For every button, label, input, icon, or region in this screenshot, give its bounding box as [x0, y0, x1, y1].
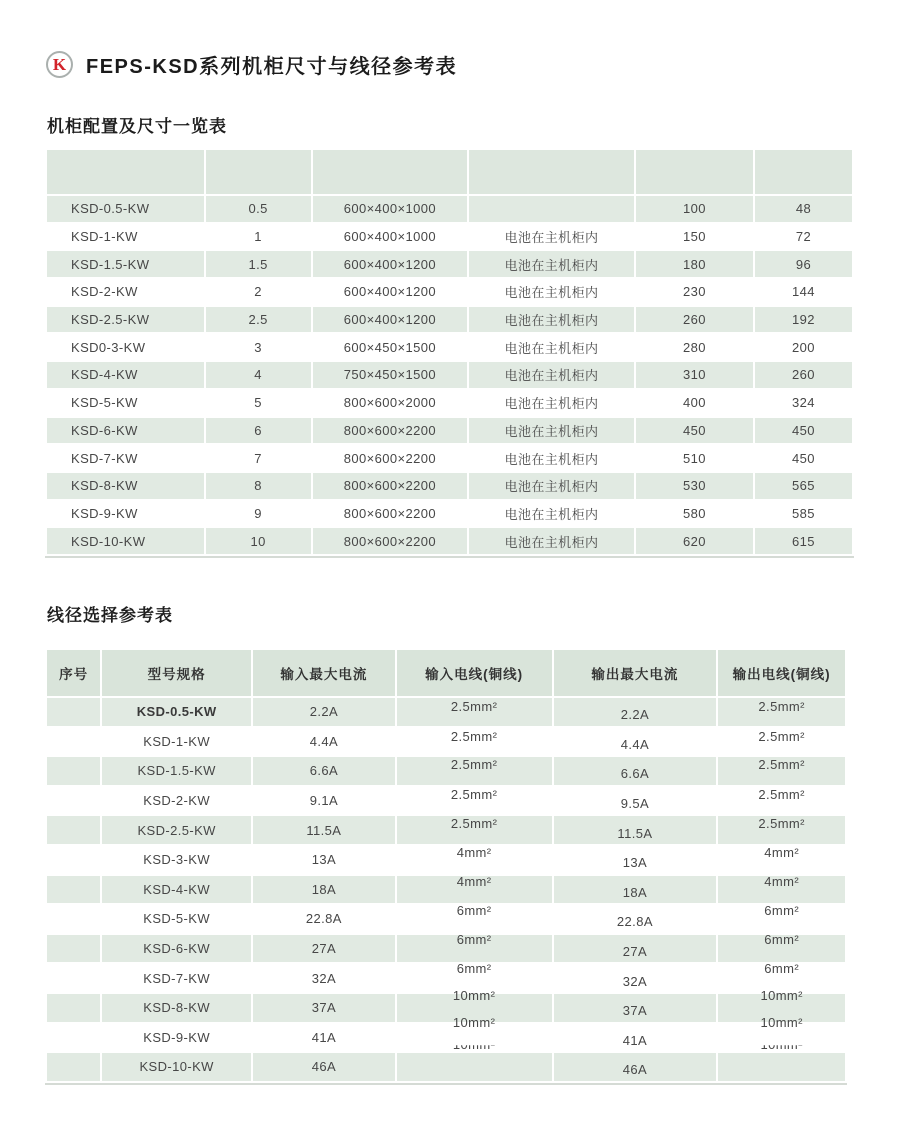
table-row	[47, 445, 852, 471]
table-row	[47, 816, 845, 844]
cell-size: 800×600×2200	[313, 501, 468, 527]
current-value: 13A	[622, 855, 648, 871]
current-value: 32A	[622, 973, 648, 989]
cell-size: 800×600×2200	[313, 473, 468, 499]
wire-value: 2.5mm²	[758, 728, 805, 744]
cell-battery	[469, 196, 634, 222]
cell-size: 600×450×1500	[313, 334, 468, 360]
cell-size: 600×400×1200	[313, 307, 468, 333]
cell-value2: 450	[755, 445, 852, 471]
cell-input-current: 11.5A	[253, 816, 395, 844]
wire-value: 10mm²	[452, 988, 496, 1004]
cell-output-current	[554, 757, 717, 785]
cell-model: KSD-6-KW	[102, 935, 251, 963]
cell-output-current	[554, 876, 717, 904]
cell-output-current	[554, 787, 717, 815]
cell-seq	[47, 816, 100, 844]
cell-seq	[47, 876, 100, 904]
cell-value1: 150	[636, 224, 753, 250]
cell-size: 600×400×1000	[313, 196, 468, 222]
wire-value: 4mm²	[764, 873, 800, 889]
cell-size: 800×600×2200	[313, 418, 468, 444]
wire-value: 4mm²	[456, 873, 492, 889]
header-cell-output-wire: 输出电线(铜线)	[718, 650, 845, 696]
cell-model: KSD-2-KW	[47, 279, 204, 305]
cell-battery: 电池在主机柜内	[469, 224, 634, 250]
wire-value: 6mm²	[456, 932, 492, 948]
cell-value2: 450	[755, 418, 852, 444]
cell-output-current	[554, 994, 717, 1022]
cell-output-current	[554, 1053, 717, 1081]
cell-model: KSD-0.5-KW	[47, 196, 204, 222]
cell-output-wire	[718, 728, 845, 756]
cell-size: 600×400×1000	[313, 224, 468, 250]
cell-model: KSD-8-KW	[102, 994, 251, 1022]
table-row	[47, 418, 852, 444]
cell-seq	[47, 964, 100, 992]
cell-value1: 180	[636, 251, 753, 277]
cell-value2: 260	[755, 362, 852, 388]
cell-value2: 72	[755, 224, 852, 250]
table-row	[47, 251, 852, 277]
cabinet-table	[45, 148, 854, 558]
cell-power: 9	[206, 501, 311, 527]
cell-output-wire	[718, 698, 845, 726]
cell-input-current: 6.6A	[253, 757, 395, 785]
wire-value: 6mm²	[456, 903, 492, 919]
wire-table-header	[47, 650, 845, 696]
wire-value: 2.5mm²	[450, 757, 498, 773]
cell-power: 3	[206, 334, 311, 360]
cell-model: KSD-9-KW	[47, 501, 204, 527]
table-row	[47, 501, 852, 527]
cell-value1: 230	[636, 279, 753, 305]
current-value: 18A	[622, 884, 648, 900]
wire-value: 4mm²	[764, 845, 800, 861]
cell-model: KSD-5-KW	[102, 905, 251, 933]
cell-model: KSD-3-KW	[102, 846, 251, 874]
cell-output-current	[554, 1024, 717, 1052]
cell-output-current	[554, 846, 717, 874]
table-row	[47, 846, 845, 874]
cell-input-current: 22.8A	[253, 905, 395, 933]
cell-value1: 580	[636, 501, 753, 527]
cell-input-current: 46A	[253, 1053, 395, 1081]
cell-input-wire	[397, 728, 552, 756]
cell-battery: 电池在主机柜内	[469, 279, 634, 305]
table-header-row	[47, 650, 845, 696]
table-row	[47, 905, 845, 933]
table-row	[47, 307, 852, 333]
cell-value1: 310	[636, 362, 753, 388]
cell-input-current: 18A	[253, 876, 395, 904]
cell-output-current	[554, 816, 717, 844]
wire-value: 6mm²	[764, 932, 800, 948]
table-row	[47, 935, 845, 963]
cell-value2: 192	[755, 307, 852, 333]
cell-input-current: 9.1A	[253, 787, 395, 815]
wire-value: 2.5mm²	[450, 699, 498, 715]
cell-value2: 48	[755, 196, 852, 222]
cell-value2: 144	[755, 279, 852, 305]
cell-output-current	[554, 935, 717, 963]
cell-size: 800×600×2200	[313, 528, 468, 554]
cell-input-wire	[397, 932, 552, 963]
wire-value: 2.5mm²	[450, 728, 498, 744]
cell-model: KSD-5-KW	[47, 390, 204, 416]
cell-input-wire	[397, 698, 552, 726]
wire-table	[45, 648, 847, 1085]
cell-size: 750×450×1500	[313, 362, 468, 388]
table-row	[47, 196, 852, 222]
cell-seq	[47, 728, 100, 756]
table-row	[47, 757, 845, 785]
cell-power: 4	[206, 362, 311, 388]
cell-output-current	[554, 905, 717, 933]
cell-battery: 电池在主机柜内	[469, 390, 634, 416]
cell-power: 5	[206, 390, 311, 416]
cell-size: 600×400×1200	[313, 251, 468, 277]
cell-model: KSD0-3-KW	[47, 334, 204, 360]
table-row	[47, 994, 845, 1022]
header-cell	[47, 150, 204, 194]
cell-battery: 电池在主机柜内	[469, 473, 634, 499]
wire-value: 6mm²	[764, 960, 800, 976]
header-cell	[206, 150, 311, 194]
cabinet-table-heading: 机柜配置及尺寸一览表	[47, 117, 227, 136]
cell-input-current: 37A	[253, 994, 395, 1022]
cell-battery: 电池在主机柜内	[469, 307, 634, 333]
cell-input-wire	[397, 816, 552, 844]
wire-value: 4mm²	[456, 845, 492, 861]
cell-size: 800×600×2000	[313, 390, 468, 416]
wire-value: 10mm²	[452, 1014, 496, 1030]
cell-input-current: 13A	[253, 846, 395, 874]
table-row	[47, 876, 845, 904]
table-row	[47, 1053, 845, 1081]
cell-value1: 450	[636, 418, 753, 444]
brand-k-logo-icon	[46, 51, 73, 78]
cell-output-current	[554, 728, 717, 756]
cell-model: KSD-7-KW	[102, 964, 251, 992]
table-row	[47, 964, 845, 992]
current-value: 6.6A	[620, 766, 650, 782]
cell-battery: 电池在主机柜内	[469, 528, 634, 554]
cell-power: 7	[206, 445, 311, 471]
current-value: 22.8A	[616, 914, 653, 930]
cell-output-wire	[718, 932, 845, 963]
cell-output-wire	[718, 905, 845, 933]
table-header-row	[47, 150, 852, 194]
cell-input-current: 32A	[253, 964, 395, 992]
cell-value1: 260	[636, 307, 753, 333]
current-value: 4.4A	[620, 736, 650, 752]
wire-value: 10mm²	[760, 988, 803, 1004]
cell-seq	[47, 846, 100, 874]
cell-model: KSD-2.5-KW	[102, 816, 251, 844]
cell-model: KSD-10-KW	[47, 528, 204, 554]
cell-power: 8	[206, 473, 311, 499]
cell-battery: 电池在主机柜内	[469, 251, 634, 277]
brand-letter: K	[52, 55, 67, 74]
cell-model: KSD-6-KW	[47, 418, 204, 444]
cell-seq	[47, 935, 100, 963]
header-cell	[469, 150, 634, 194]
cell-input-current: 41A	[253, 1024, 395, 1052]
page-title: FEPS-KSD系列机柜尺寸与线径参考表	[86, 56, 458, 78]
cell-battery: 电池在主机柜内	[469, 418, 634, 444]
cell-model: KSD-1.5-KW	[47, 251, 204, 277]
cell-output-wire	[718, 1053, 845, 1081]
cell-output-current	[554, 964, 717, 992]
cell-model: KSD-10-KW	[102, 1053, 251, 1081]
header-cell	[636, 150, 753, 194]
cell-output-wire	[718, 873, 845, 904]
header-cell	[313, 150, 468, 194]
current-value: 9.5A	[620, 796, 650, 812]
cell-input-wire	[397, 905, 552, 933]
cell-output-wire	[718, 816, 845, 844]
cell-size: 800×600×2200	[313, 445, 468, 471]
cell-input-current: 2.2A	[253, 698, 395, 726]
cell-model: KSD-2-KW	[102, 787, 251, 815]
table-row	[47, 224, 852, 250]
cell-power: 0.5	[206, 196, 311, 222]
cell-power: 1.5	[206, 251, 311, 277]
table-row	[47, 473, 852, 499]
header-cell-input-wire: 输入电线(铜线)	[397, 650, 552, 696]
cell-value2: 585	[755, 501, 852, 527]
table-row	[47, 390, 852, 416]
cell-power: 1	[206, 224, 311, 250]
header-cell-seq: 序号	[47, 650, 100, 696]
wire-value: 2.5mm²	[450, 815, 498, 831]
cell-input-current: 4.4A	[253, 728, 395, 756]
wire-value: 2.5mm²	[758, 757, 805, 773]
cell-model: KSD-4-KW	[47, 362, 204, 388]
cell-size: 600×400×1200	[313, 279, 468, 305]
cell-input-wire	[397, 757, 552, 785]
table-row	[47, 334, 852, 360]
cell-value2: 200	[755, 334, 852, 360]
cell-seq	[47, 1053, 100, 1081]
cell-seq	[47, 698, 100, 726]
wire-table-heading: 线径选择参考表	[47, 606, 173, 625]
table-row	[47, 528, 852, 554]
cell-input-wire	[397, 1053, 552, 1081]
cell-model: KSD-0.5-KW	[102, 698, 251, 726]
wire-value: 10mm²	[760, 1014, 803, 1030]
cell-seq	[47, 1024, 100, 1052]
cell-seq	[47, 787, 100, 815]
cell-value2: 615	[755, 528, 852, 554]
cell-model: KSD-1-KW	[102, 728, 251, 756]
cell-input-wire	[397, 846, 552, 874]
wire-value: 2.5mm²	[758, 815, 805, 831]
wire-value: 2.5mm²	[758, 787, 805, 803]
cell-output-current	[554, 698, 717, 726]
page-header	[46, 50, 457, 79]
table-row	[47, 728, 845, 756]
wire-value: 2.5mm²	[450, 787, 498, 803]
cell-value1: 510	[636, 445, 753, 471]
table-row	[47, 1024, 845, 1052]
cell-model: KSD-8-KW	[47, 473, 204, 499]
cell-seq	[47, 994, 100, 1022]
wire-value: 6mm²	[456, 960, 492, 976]
table-row	[47, 698, 845, 726]
wire-value: 2.5mm²	[758, 699, 805, 715]
cell-seq	[47, 905, 100, 933]
table-row	[47, 279, 852, 305]
cell-battery: 电池在主机柜内	[469, 501, 634, 527]
current-value: 11.5A	[617, 825, 653, 841]
cell-value1: 280	[636, 334, 753, 360]
cell-model: KSD-1.5-KW	[102, 757, 251, 785]
cell-input-wire	[397, 873, 552, 904]
cell-value1: 620	[636, 528, 753, 554]
header-cell	[755, 150, 852, 194]
cell-value2: 96	[755, 251, 852, 277]
cell-model: KSD-1-KW	[47, 224, 204, 250]
cell-battery: 电池在主机柜内	[469, 445, 634, 471]
cell-power: 6	[206, 418, 311, 444]
current-value: 27A	[622, 944, 648, 960]
current-value: 46A	[622, 1062, 648, 1078]
cell-model: KSD-9-KW	[102, 1024, 251, 1052]
cell-value1: 530	[636, 473, 753, 499]
cell-power: 2	[206, 279, 311, 305]
cell-input-wire	[397, 787, 552, 815]
cell-power: 2.5	[206, 307, 311, 333]
cell-model: KSD-7-KW	[47, 445, 204, 471]
cell-power: 10	[206, 528, 311, 554]
cabinet-table-header	[47, 150, 852, 194]
cell-model: KSD-2.5-KW	[47, 307, 204, 333]
cell-value2: 565	[755, 473, 852, 499]
cell-input-current: 27A	[253, 935, 395, 963]
wire-value: 6mm²	[764, 903, 800, 919]
header-cell-output-current: 输出最大电流	[554, 650, 717, 696]
cell-value2: 324	[755, 390, 852, 416]
cell-value1: 400	[636, 390, 753, 416]
cell-output-wire	[718, 846, 845, 874]
current-value: 2.2A	[620, 707, 650, 723]
cell-battery: 电池在主机柜内	[469, 334, 634, 360]
cell-seq	[47, 757, 100, 785]
cell-battery: 电池在主机柜内	[469, 362, 634, 388]
current-value: 41A	[622, 1032, 648, 1048]
header-cell-input-current: 输入最大电流	[253, 650, 395, 696]
cell-model: KSD-4-KW	[102, 876, 251, 904]
cell-output-wire	[718, 787, 845, 815]
cell-output-wire	[718, 757, 845, 785]
table-row	[47, 787, 845, 815]
table-row	[47, 362, 852, 388]
cell-value1: 100	[636, 196, 753, 222]
header-cell-model: 型号规格	[102, 650, 251, 696]
current-value: 37A	[622, 1003, 648, 1019]
